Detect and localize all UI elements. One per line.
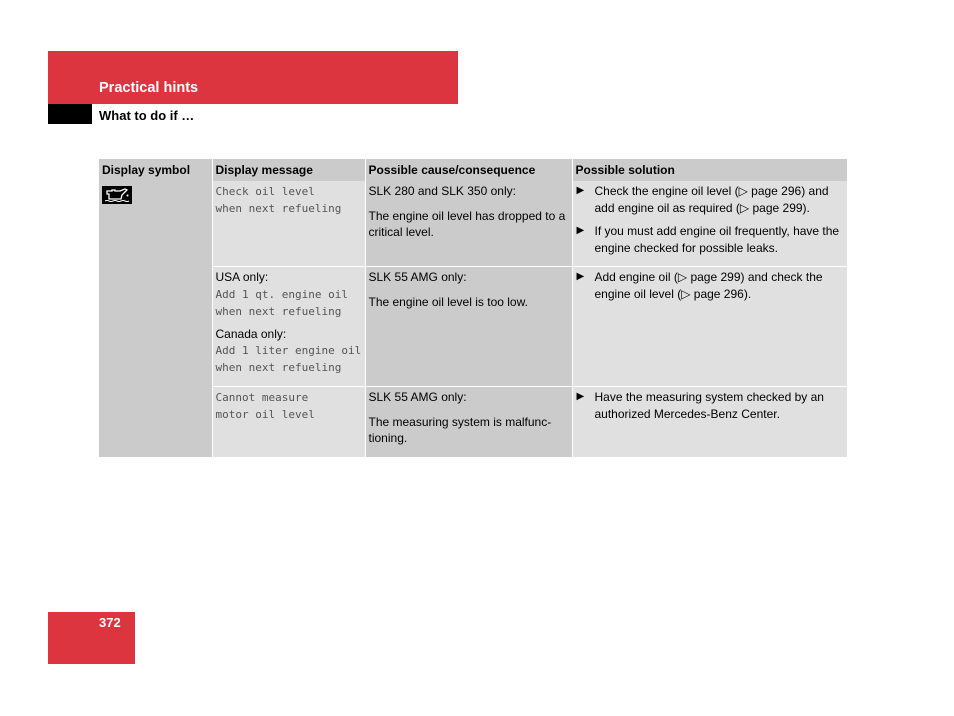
oil-can-icon — [102, 186, 132, 204]
cause-text: The engine oil level has dropped to a critical level. — [368, 208, 566, 239]
solution-item: ▶ Add engine oil (▷ page 299) and check the engine oil level (▷ page 296). — [576, 270, 823, 301]
cause-cell — [365, 181, 572, 267]
solution-cell — [572, 181, 847, 267]
region-label-canada: Canada only: — [215, 326, 287, 341]
header-possible-solution: Possible solution — [572, 159, 847, 181]
table-row — [99, 387, 847, 458]
header-display-symbol: Display symbol — [99, 159, 212, 181]
cause-model: SLK 55 AMG only: — [368, 270, 467, 284]
solution-cell — [572, 267, 847, 387]
cause-text: The engine oil level is too low. — [368, 294, 528, 309]
cause-text: The measuring system is malfunc-tioning. — [368, 414, 552, 445]
subsection-title: What to do if … — [99, 108, 195, 123]
triangle-bullet-icon: ▶ — [576, 391, 585, 402]
display-message-cell — [212, 181, 365, 267]
display-symbol-cell — [99, 181, 212, 457]
cause-model: SLK 55 AMG only: — [368, 390, 467, 404]
cause-model: SLK 280 and SLK 350 only: — [368, 184, 516, 198]
table-row — [99, 181, 847, 267]
region-label-usa: USA only: — [215, 270, 269, 284]
table-header-row — [99, 159, 847, 181]
solution-item: ▶ If you must add engine oil frequently, have the engine checked for possible leaks. — [576, 224, 840, 255]
solution-cell — [572, 387, 847, 458]
display-message-cell — [212, 387, 365, 458]
header-display-message: Display message — [212, 159, 365, 181]
display-message-text: Check oil level when next refueling — [215, 185, 342, 215]
display-message-text: Cannot measure motor oil level — [215, 391, 315, 421]
cause-cell — [365, 267, 572, 387]
header-band — [48, 51, 458, 104]
cause-cell — [365, 387, 572, 458]
display-message-cell — [212, 267, 365, 387]
triangle-bullet-icon: ▶ — [576, 225, 585, 236]
page-number-box — [48, 612, 135, 664]
header-possible-cause: Possible cause/consequence — [365, 159, 572, 181]
display-message-text: Add 1 qt. engine oil when next refueling — [215, 287, 348, 318]
triangle-bullet-icon: ▶ — [576, 185, 585, 196]
solution-item: ▶ Check the engine oil level (▷ page 296) and add engine oil as required (▷ page 299). — [576, 184, 829, 215]
table-row — [99, 267, 847, 387]
display-message-text: Add 1 liter engine oil when next refueling — [215, 344, 362, 374]
page-number: 372 — [99, 615, 121, 630]
section-title: Practical hints — [99, 80, 199, 96]
section-marker — [48, 104, 92, 124]
solution-item: ▶ Have the measuring system checked by an authorized Mercedes-Benz Center. — [576, 390, 824, 421]
triangle-bullet-icon: ▶ — [576, 271, 585, 282]
display-message-table — [99, 159, 847, 458]
